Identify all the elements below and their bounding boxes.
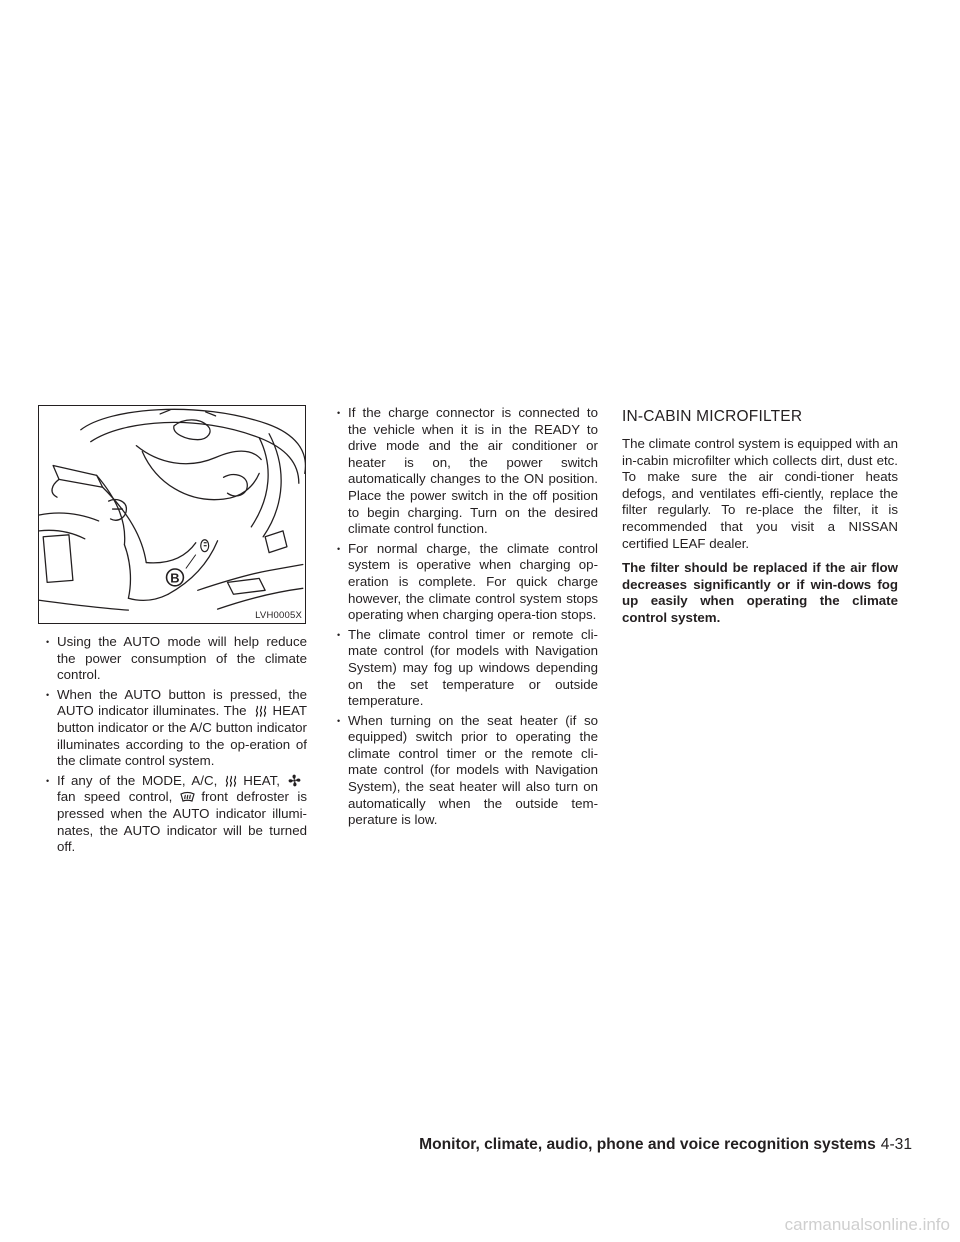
list-item: • Using the AUTO mode will help reduce the power consumption of the climate control. bbox=[38, 634, 307, 684]
list-item: • When the AUTO button is pressed, the AUTO indicator illuminates. The HEAT button indicator or the A/C button indicator illuminates according to the op-eration of the climate control system. bbox=[38, 687, 307, 770]
watermark: carmanualsonline.info bbox=[784, 1215, 950, 1234]
page-number: 4-31 bbox=[880, 1136, 912, 1153]
list-item: • The climate control timer or remote cli-mate control (for models with Navigation System) may fog up windows depending on the set temperature or outside temperature. bbox=[329, 627, 598, 710]
dashboard-drawing bbox=[39, 406, 305, 623]
left-bullet-list bbox=[38, 634, 307, 856]
figure-code: LVH0005X bbox=[255, 610, 302, 621]
fan-icon bbox=[288, 774, 301, 787]
microfilter-warning: The filter should be replaced if the air flow decreases significantly or if win-dows fog up easily when operating the climate control system. bbox=[622, 560, 898, 625]
list-item: • If the charge connector is connected to the vehicle when it is in the READY to drive mode and the air conditioner or heater is on, the power switch automatically changes to the ON position. Place the power switch in the off position to begin charging. Turn on the desired climate control function. bbox=[329, 405, 598, 538]
microfilter-paragraph: The climate control system is equipped with an in-cabin microfilter which collects dirt, dust etc. To make sure the air condi-tioner heats defogs, and ventilates effi-ciently, replace the filter regularly. To re-place the filter, it is recommended that you visit a NISSAN certified LEAF dealer. bbox=[622, 436, 898, 551]
front-defroster-icon bbox=[180, 791, 195, 803]
callout-b-marker bbox=[167, 569, 184, 586]
heat-icon bbox=[255, 705, 267, 717]
dashboard-illustration bbox=[38, 405, 306, 624]
heat-icon bbox=[225, 775, 237, 787]
list-item: • When turning on the seat heater (if so equipped) switch prior to operating the climate control timer or the remote cli-mate control (for models with Navigation System), the seat heater will also turn on automatically when the outside tem-perature is low. bbox=[329, 713, 598, 829]
middle-column bbox=[329, 405, 598, 832]
page-footer bbox=[419, 1135, 912, 1155]
power-switch-marker bbox=[201, 540, 209, 552]
middle-bullet-list bbox=[329, 405, 598, 829]
list-item: • For normal charge, the climate control system is operative when charging op-eration is complete. For quick charge however, the climate control system stops operating when charging opera-tion stops. bbox=[329, 541, 598, 624]
callout-b-label: B bbox=[170, 570, 180, 586]
right-column bbox=[622, 405, 898, 635]
section-heading: IN-CABIN MICROFILTER bbox=[622, 408, 803, 425]
chapter-title: Monitor, climate, audio, phone and voice recognition systems bbox=[419, 1136, 876, 1153]
left-column bbox=[38, 405, 307, 859]
list-item: • If any of the MODE, A/C, HEAT, fan speed control, front defroster is pressed when the AUTO indicator illumi-nates, the AUTO indicator will be turned off. bbox=[38, 773, 307, 856]
